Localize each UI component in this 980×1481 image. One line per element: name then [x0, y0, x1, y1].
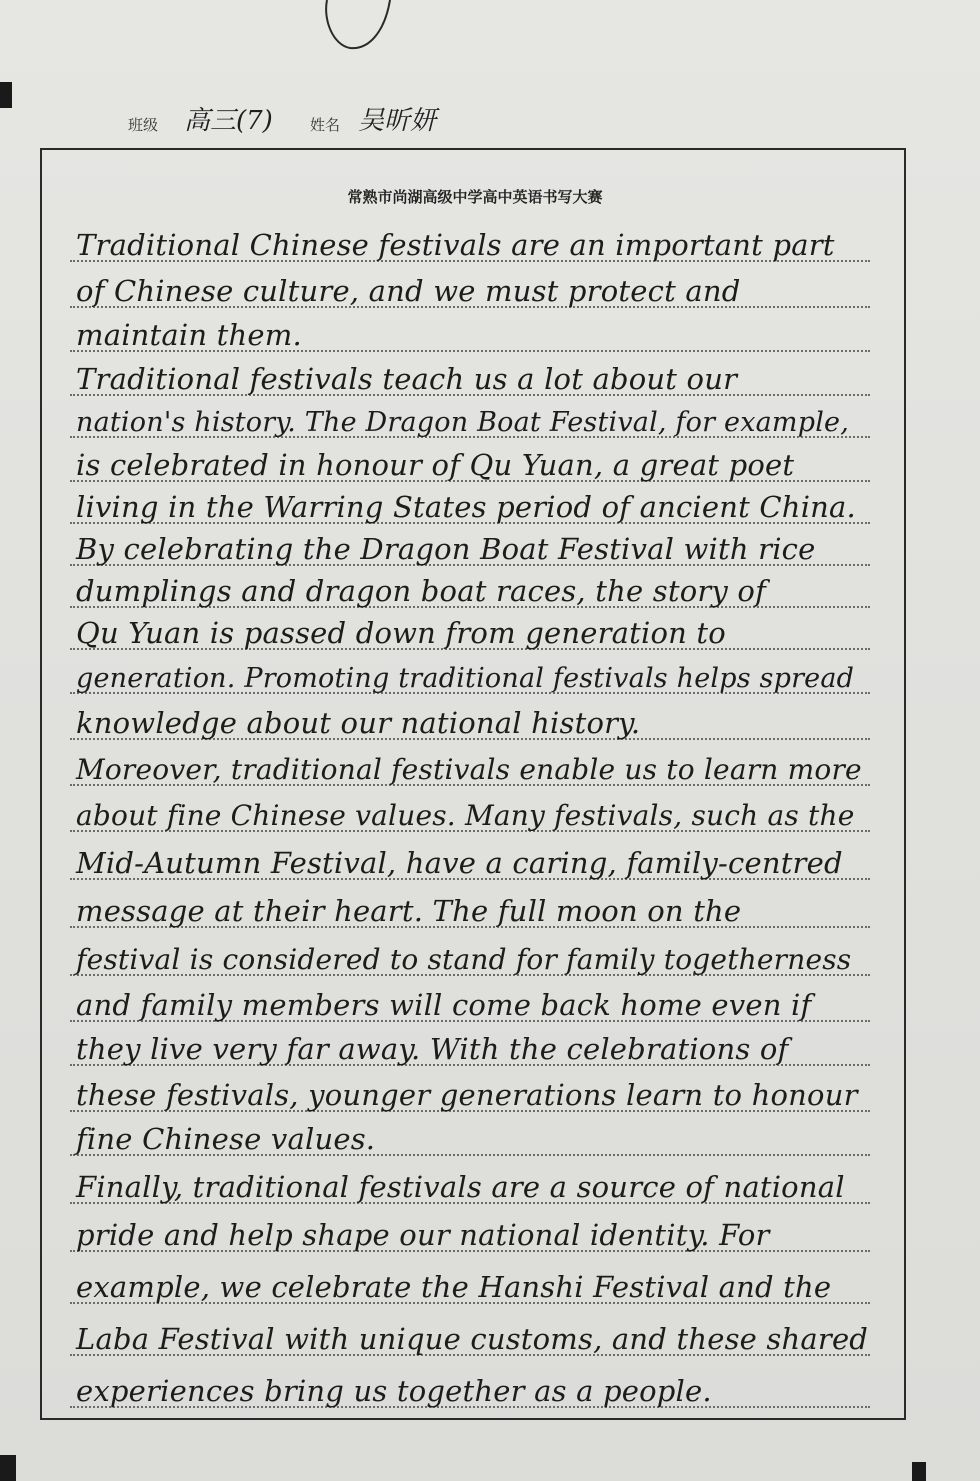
student-info	[128, 100, 528, 140]
writing-line	[70, 644, 870, 694]
writing-line	[70, 388, 870, 438]
writing-line	[70, 302, 870, 352]
writing-line	[70, 736, 870, 786]
writing-line	[70, 1062, 870, 1112]
writing-line	[70, 782, 870, 832]
registration-mark	[912, 1462, 926, 1481]
line-text: they live very far away. With the celebrations of	[76, 1032, 789, 1066]
line-text: Qu Yuan is passed down from generation to	[76, 616, 726, 650]
line-text: knowledge about our national history.	[76, 706, 641, 740]
line-text: fine Chinese values.	[76, 1122, 376, 1156]
line-text: of Chinese culture, and we must protect and	[76, 274, 741, 308]
line-text: experiences bring us together as a people.	[76, 1374, 712, 1408]
line-text: maintain them.	[76, 318, 302, 352]
writing-line	[70, 690, 870, 740]
line-text: Traditional Chinese festivals are an important part	[76, 228, 835, 262]
line-text: these festivals, younger generations learn to honour	[76, 1078, 858, 1112]
writing-line	[70, 1306, 870, 1356]
line-text: Moreover, traditional festivals enable us to learn more	[76, 753, 862, 786]
writing-line	[70, 212, 870, 262]
line-text: generation. Promoting traditional festivals helps spread	[76, 663, 855, 694]
writing-line	[70, 258, 870, 308]
writing-line	[70, 1358, 870, 1408]
class-value: 高三(7)	[184, 106, 273, 136]
name-label: 姓名	[310, 116, 341, 134]
writing-line	[70, 1016, 870, 1066]
line-text: is celebrated in honour of Qu Yuan, a great poet	[76, 448, 795, 482]
registration-mark	[0, 1455, 16, 1481]
writing-line	[70, 926, 870, 976]
writing-line	[70, 878, 870, 928]
line-text: and family members will come back home even if	[76, 988, 812, 1022]
line-text: festival is considered to stand for family togetherness	[76, 943, 852, 976]
writing-line	[70, 830, 870, 880]
line-text: message at their heart. The full moon on the	[76, 894, 742, 928]
line-text: nation's history. The Dragon Boat Festival, for example,	[76, 407, 850, 438]
writing-line	[70, 1254, 870, 1304]
pen-scribble	[315, 0, 405, 55]
class-label: 班级	[128, 116, 159, 134]
name-value: 吴昕妍	[358, 106, 437, 136]
contest-title: 常熟市尚湖高级中学高中英语书写大赛	[347, 188, 603, 206]
line-text: living in the Warring States period of ancient China.	[76, 490, 856, 524]
writing-line	[70, 1154, 870, 1204]
writing-line	[70, 1106, 870, 1156]
line-text: dumplings and dragon boat races, the story of	[76, 574, 767, 608]
line-text: Laba Festival with unique customs, and these shared	[76, 1322, 869, 1356]
line-text: example, we celebrate the Hanshi Festival and the	[76, 1270, 832, 1304]
line-text: Mid-Autumn Festival, have a caring, family-centred	[76, 846, 843, 880]
line-text: about fine Chinese values. Many festivals, such as the	[76, 799, 855, 832]
line-text: By celebrating the Dragon Boat Festival with rice	[76, 532, 816, 566]
line-text: Finally, traditional festivals are a source of national	[76, 1170, 845, 1204]
writing-box	[40, 148, 906, 1420]
line-text: Traditional festivals teach us a lot about our	[76, 362, 738, 396]
writing-line	[70, 972, 870, 1022]
registration-mark	[0, 82, 12, 108]
writing-line	[70, 1202, 870, 1252]
line-text: pride and help shape our national identity. For	[76, 1218, 770, 1252]
writing-line	[70, 600, 870, 650]
